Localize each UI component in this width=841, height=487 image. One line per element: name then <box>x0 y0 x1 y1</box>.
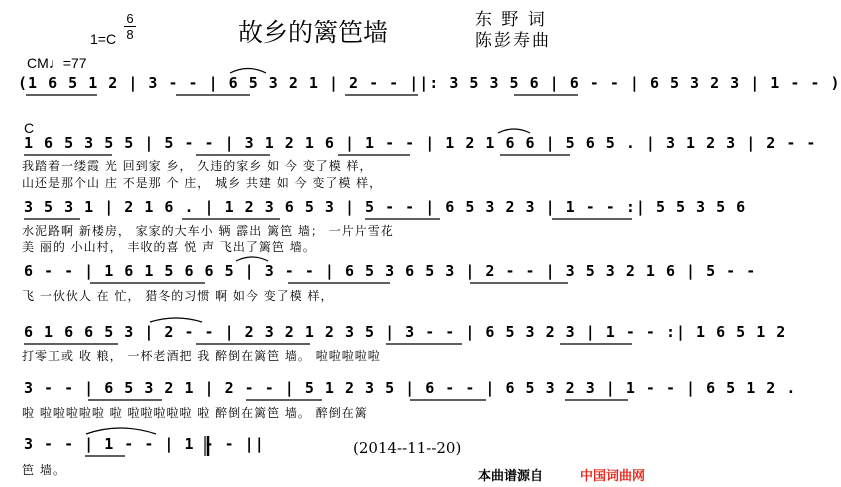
lyric-row-2-verse-2: 山还是那个山 庄 不是那 个 庄， 城乡 共建 如 今 变了模 样， <box>22 176 383 190</box>
lyric-row-7: 笆 墙。 <box>22 463 66 477</box>
key-signature: 1=C <box>90 31 117 47</box>
notation-row-5: 6 1 6 6 5 3 | 2 - - | 2 3 2 1 2 3 5 | 3 - - | 6 5 3 2 3 | 1 - - :| 1 6 5 1 2 <box>24 323 787 341</box>
lyric-row-2-verse-1: 我踏着一缕霞 光 回到家 乡， 久违的家乡 如 今 变了模 样， <box>22 159 373 173</box>
lyric-row-4: 飞 一伙伙人 在 忙， 猎冬的习惯 啊 如今 变了模 样， <box>22 289 334 303</box>
song-title: 故乡的篱笆墙 <box>238 18 389 47</box>
lyric-row-3-verse-1: 水泥路啊 新楼房， 家家的大车小 辆 霹出 篱笆 墙； 一片片雪花 <box>22 224 394 238</box>
composer-credit: 陈彭寿曲 <box>475 31 551 51</box>
tempo-mark: CM♩=77 <box>27 55 87 71</box>
notation-row-2: 1 6 5 3 5 5 | 5 - - | 3 1 2 1 6 | 1 - - | 1 2 1 6 6 | 5 6 5 . | 3 1 2 3 | 2 - - <box>24 134 817 152</box>
time-signature-top: 6 <box>126 11 134 26</box>
notation-row-6: 3 - - | 6 5 3 2 1 | 2 - - | 5 1 2 3 5 | 6 - - | 6 5 3 2 3 | 1 - - | 6 5 1 2 . <box>24 379 797 397</box>
notation-row-4: 6 - - | 1 6 1 5 6 6 5 | 3 - - | 6 5 3 6 5 3 | 2 - - | 3 5 3 2 1 6 | 5 - - <box>24 262 757 280</box>
site-logo[interactable]: 中国词曲网 <box>580 469 646 484</box>
lyric-row-3-verse-2: 美 丽的 小山村， 丰收的喜 悦 声 飞出了篱笆 墙。 <box>22 240 316 254</box>
notation-row-1: (1 6 5 1 2 | 3 - - | 6 5 3 2 1 | 2 - - ||: 3 5 3 5 6 | 6 - - | 6 5 3 2 3 | 1 - - ) <box>18 74 841 92</box>
lyric-row-5: 打零工或 收 粮， 一杯老酒把 我 醉倒在篱笆 墙。 啦啦啦啦啦 <box>22 349 381 363</box>
source-label: 本曲谱源自 <box>478 469 544 484</box>
chord-mark: C <box>24 120 35 136</box>
lyric-row-6: 啦 啦啦啦啦啦 啦 啦啦啦啦啦 啦 醉倒在篱笆 墙。 醉倒在篱 <box>22 406 368 420</box>
time-signature-bottom: 8 <box>126 27 134 42</box>
lyricist-credit: 东 野 词 <box>475 10 547 30</box>
notation-row-3: 3 5 3 1 | 2 1 6 . | 1 2 3 6 5 3 | 5 - - | 6 5 3 2 3 | 1 - - :| 5 5 3 5 6 <box>24 198 747 216</box>
date-stamp: (2014--11--20) <box>353 439 462 457</box>
notation-row-7: 3 - - | 1 - - | 1 - - || <box>24 435 265 453</box>
